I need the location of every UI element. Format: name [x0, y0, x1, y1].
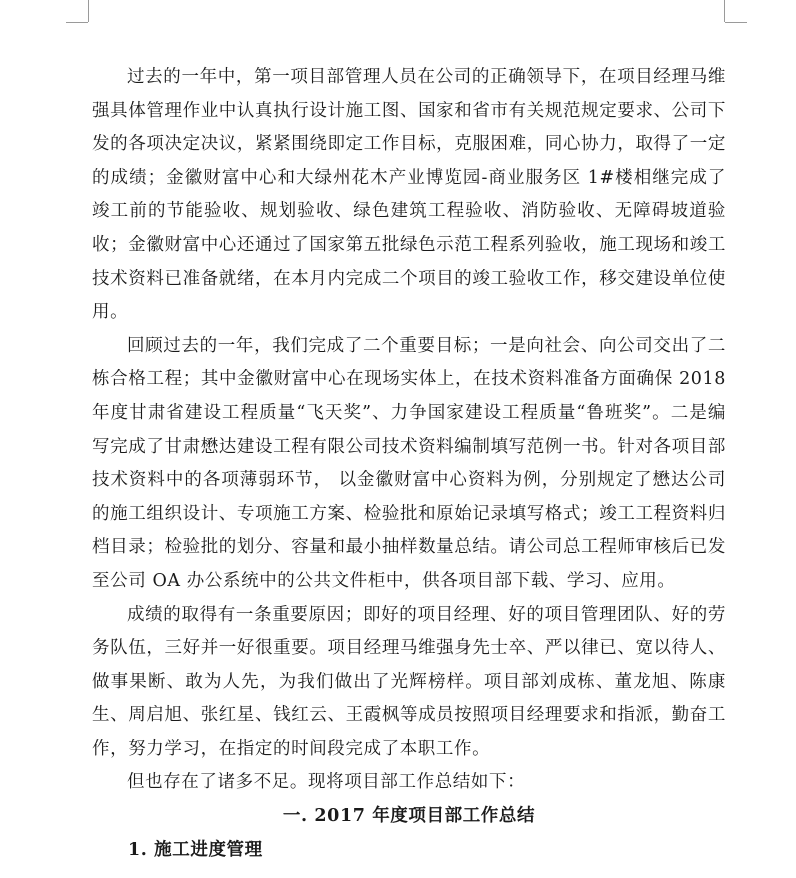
- margin-corner-mark: [88, 0, 89, 22]
- paragraph-2: 回顾过去的一年，我们完成了二个重要目标；一是向社会、向公司交出了二栋合格工程；其中金徽财富中心在现场实体上，在技术资料准备方面确保 2018 年度甘肃省建设工程质量“飞天奖”、力争国家建设工程质量“鲁班奖”。二是编写完成了甘肃懋达建设工程有限公司技术资料编制填写范例一书。针对各项目部技术资料中的各项薄弱环节， 以金徽财富中心资料为例，分别规定了懋达公司的施工组织设计、专项施工方案、检验批和原始记录填写格式；竣工工程资料归档目录；检验批的划分、容量和最小抽样数量总结。请公司总工程师审核后已发至公司 OA 办公系统中的公共文件柜中，供各项目部下载、学习、应用。: [92, 335, 726, 591]
- section-heading: 一. 2017 年度项目部工作总结: [282, 806, 536, 827]
- margin-corner-mark: [725, 22, 747, 23]
- paragraph-3: 成绩的取得有一条重要原因；即好的项目经理、好的项目管理团队、好的劳务队伍，三好并一好很重要。项目经理马维强身先士卒、严以律已、宽以待人、做事果断、敢为人先，为我们做出了光辉榜样。项目部刘成栋、董龙旭、陈康生、周启旭、张红星、钱红云、王霞枫等成员按照项目经理要求和指派，勤奋工作，努力学习，在指定的时间段完成了本职工作。: [92, 604, 726, 759]
- document-body: [92, 61, 726, 867]
- paragraph-4: 但也存在了诸多不足。现将项目部工作总结如下：: [127, 772, 526, 793]
- subsection-heading: 1. 施工进度管理: [128, 839, 263, 860]
- margin-corner-mark: [66, 22, 88, 23]
- paragraph-1: 过去的一年中，第一项目部管理人员在公司的正确领导下，在项目经理马维强具体管理作业中认真执行设计施工图、国家和省市有关规范规定要求、公司下发的各项决定决议，紧紧围绕即定工作目标，克服困难，同心协力，取得了一定的成绩；金徽财富中心和大绿州花木产业博览园-商业服务区 1#楼相继完成了竣工前的节能验收、规划验收、绿色建筑工程验收、消防验收、无障碍坡道验收；金徽财富中心还通过了国家第五批绿色示范工程系列验收，施工现场和竣工技术资料已准备就绪，在本月内完成二个项目的竣工验收工作，移交建设单位使用。: [92, 67, 726, 323]
- margin-corner-mark: [724, 0, 725, 22]
